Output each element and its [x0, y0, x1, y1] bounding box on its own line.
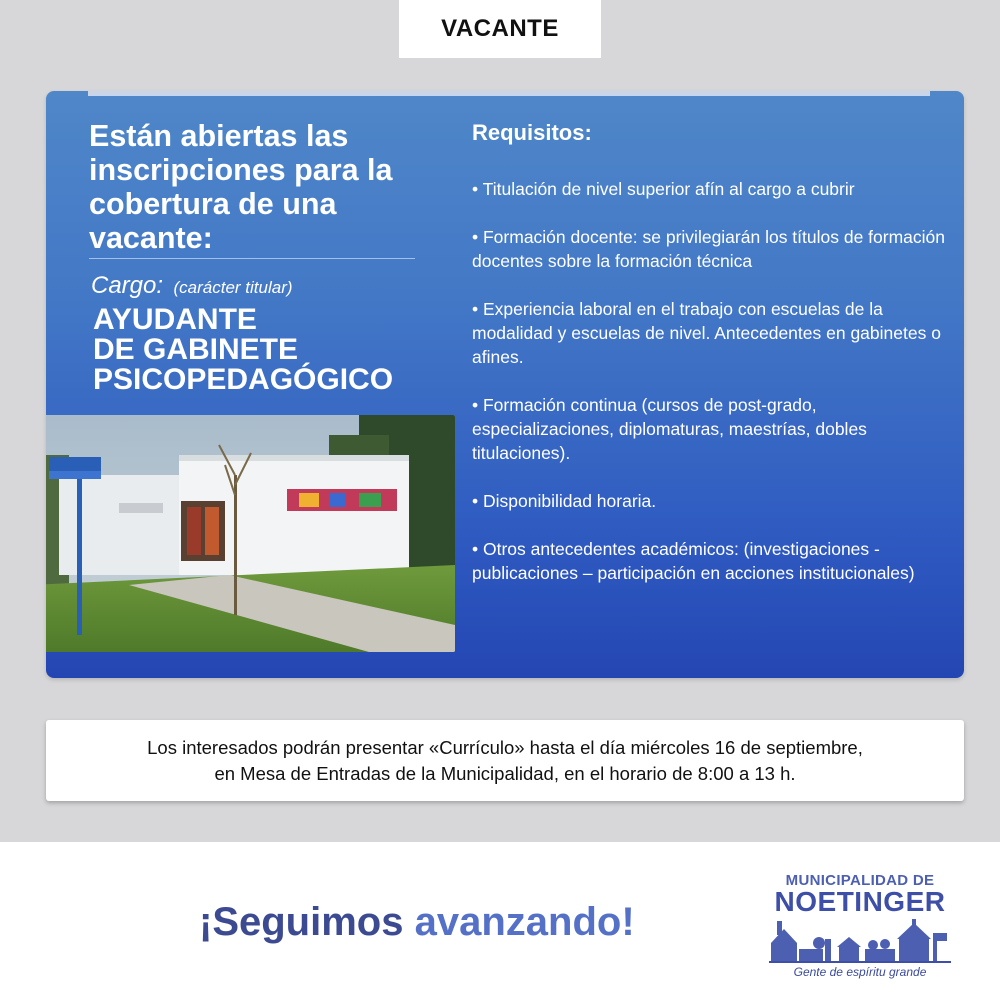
position-line-3: PSICOPEDAGÓGICO: [93, 363, 394, 396]
position-line-1: AYUDANTE: [93, 303, 257, 336]
vacancy-badge: VACANTE: [399, 0, 601, 58]
logo-line-2: NOETINGER: [774, 886, 946, 917]
headline: Están abiertas las inscripciones para la cobertura de una vacante:: [89, 119, 393, 255]
building-photo: [46, 415, 455, 652]
municipality-logo: [765, 872, 955, 987]
requirements-list: [472, 177, 962, 609]
town-skyline-icon: [769, 919, 951, 963]
headline-divider: [89, 258, 415, 259]
notice-line-2: en Mesa de Entradas de la Municipalidad, en el horario de 8:00 a 13 h.: [214, 762, 796, 784]
requirement-item: • Formación docente: se privilegiarán los títulos de formación docentes sobre la formación técnica: [472, 227, 946, 271]
logo-tagline: Gente de espíritu grande: [793, 965, 927, 979]
slogan-part-2: avanzando!: [414, 900, 635, 944]
notice-box: [46, 720, 964, 801]
slogan-part-1: ¡Seguimos: [199, 900, 404, 944]
requirement-item: • Disponibilidad horaria.: [472, 491, 657, 511]
cargo-label: Cargo:: [91, 272, 164, 299]
requirements-title: Requisitos:: [472, 120, 592, 145]
requirement-item: • Formación continua (cursos de post-grado, especializaciones, diplomaturas, maestrías, dobles titulaciones).: [472, 395, 867, 463]
requirement-item: • Otros antecedentes académicos: (investigaciones - publicaciones – participación en acciones institucionales): [472, 539, 915, 583]
card-top-line: [88, 91, 930, 96]
requirement-item: • Experiencia laboral en el trabajo con escuelas de la modalidad y escuelas de nivel. Antecedentes en gabinetes o afines.: [472, 299, 941, 367]
requirement-item: • Titulación de nivel superior afín al cargo a cubrir: [472, 179, 855, 199]
cargo-note: (carácter titular): [173, 278, 293, 297]
slogan: [199, 900, 635, 945]
notice-text: [147, 735, 863, 787]
position-line-2: DE GABINETE: [93, 333, 299, 366]
logo-line-1: MUNICIPALIDAD DE: [785, 872, 935, 889]
footer: [0, 842, 1000, 1000]
cargo-line: [91, 272, 293, 300]
vacancy-card: [46, 91, 964, 678]
notice-line-1: Los interesados podrán presentar «Currículo» hasta el día miércoles 16 de septiembre,: [147, 736, 863, 758]
position-title: [93, 305, 473, 395]
